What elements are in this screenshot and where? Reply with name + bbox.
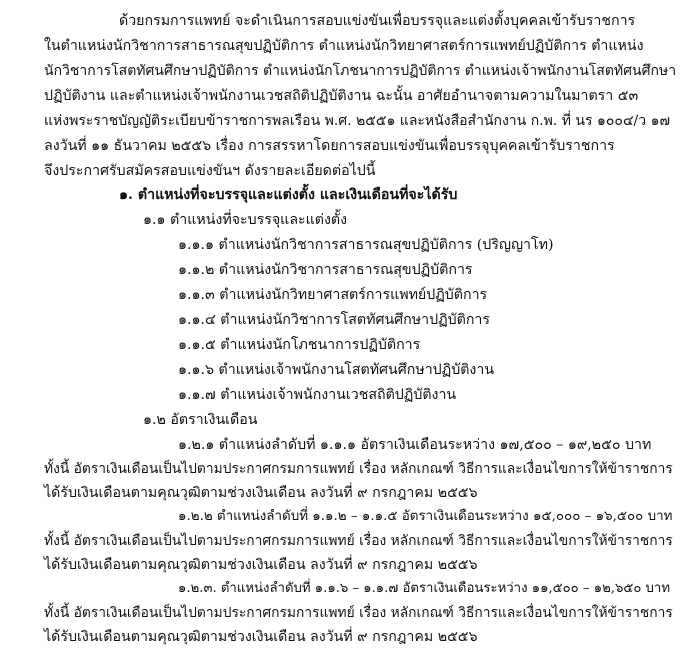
section-1-heading: ๑. ตำแหน่งที่จะบรรจุและแต่งตั้ง และเงินเดือนที่จะได้รับ xyxy=(119,187,458,203)
position-item: ๑.๑.๔ ตำแหน่งนักวิชาการโสตทัศนศึกษาปฏิบัติการ xyxy=(178,312,491,328)
salary-para-1-line-3: ได้รับเงินเดือนตามคุณวุฒิตามช่วงเงินเดือน ลงวันที่ ๙ กรกฎาคม ๒๕๕๖ xyxy=(44,485,478,501)
intro-line-3: นักวิชาการโสตทัศนศึกษาปฏิบัติการ ตำแหน่งนักโภชนาการปฏิบัติการ ตำแหน่งเจ้าพนักงานโสตทัศนศึกษา xyxy=(44,63,677,79)
salary-para-1-line-2: ทั้งนี้ อัตราเงินเดือนเป็นไปตามประกาศกรมการแพทย์ เรื่อง หลักเกณฑ์ วิธีการและเงื่อนไขการให้ข้าราชการ xyxy=(44,461,673,477)
salary-para-3-line-2: ทั้งนี้ อัตราเงินเดือนเป็นไปตามประกาศกรมการแพทย์ เรื่อง หลักเกณฑ์ วิธีการและเงื่อนไขการให้ข้าราชการ xyxy=(44,605,673,621)
salary-para-2-line-3: ได้รับเงินเดือนตามคุณวุฒิตามช่วงเงินเดือน ลงวันที่ ๙ กรกฎาคม ๒๕๕๖ xyxy=(44,557,478,573)
intro-line-2: ในตำแหน่งนักวิชาการสาธารณสุขปฏิบัติการ ตำแหน่งนักวิทยาศาสตร์การแพทย์ปฏิบัติการ ตำแหน่ง xyxy=(44,38,644,54)
intro-line-1: ด้วยกรมการแพทย์ จะดำเนินการสอบแข่งขันเพื่อบรรจุและแต่งตั้งบุคคลเข้ารับราชการ xyxy=(119,13,636,29)
position-item: ๑.๑.๗ ตำแหน่งเจ้าพนักงานเวชสถิติปฏิบัติงาน xyxy=(178,387,457,403)
intro-line-6: ลงวันที่ ๑๑ ธันวาคม ๒๕๕๖ เรื่อง การสรรหาโดยการสอบแข่งขันเพื่อบรรจุบุคคลเข้ารับราชการ xyxy=(44,138,615,154)
position-item: ๑.๑.๖ ตำแหน่งเจ้าพนักงานโสตทัศนศึกษาปฏิบัติงาน xyxy=(178,362,495,378)
position-item: ๑.๑.๕ ตำแหน่งนักโภชนาการปฏิบัติการ xyxy=(178,337,421,353)
intro-line-4: ปฏิบัติงาน และตำแหน่งเจ้าพนักงานเวชสถิติปฏิบัติงาน ฉะนั้น อาศัยอำนาจตามความในมาตรา ๕๓ xyxy=(44,88,639,104)
position-item: ๑.๑.๑ ตำแหน่งนักวิชาการสาธารณสุขปฏิบัติการ (ปริญญาโท) xyxy=(178,237,554,253)
intro-line-7: จึงประกาศรับสมัครสอบแข่งขันฯ ดังรายละเอียดต่อไปนี้ xyxy=(44,163,376,179)
subsection-1-1-heading: ๑.๑ ตำแหน่งที่จะบรรจุและแต่งตั้ง xyxy=(143,212,348,228)
salary-para-3-line-1: ๑.๒.๓. ตำแหน่งลำดับที่ ๑.๑.๖ – ๑.๑.๗ อัตราเงินเดือนระหว่าง ๑๑,๕๐๐ – ๑๒,๖๕๐ บาท xyxy=(178,581,671,596)
intro-line-5: แห่งพระราชบัญญัติระเบียบข้าราชการพลเรือน พ.ศ. ๒๕๕๑ และหนังสือสำนักงาน ก.พ. ที่ นร ๑๐๐๔/ว ๑๗ xyxy=(44,113,670,129)
salary-para-2-line-1: ๑.๒.๒ ตำแหน่งลำดับที่ ๑.๑.๒ – ๑.๑.๕ อัตราเงินเดือนระหว่าง ๑๕,๐๐๐ – ๑๖,๕๐๐ บาท xyxy=(178,509,673,524)
salary-para-2-line-2: ทั้งนี้ อัตราเงินเดือนเป็นไปตามประกาศกรมการแพทย์ เรื่อง หลักเกณฑ์ วิธีการและเงื่อนไขการให้ข้าราชการ xyxy=(44,533,673,549)
position-item: ๑.๑.๓ ตำแหน่งนักวิทยาศาสตร์การแพทย์ปฏิบัติการ xyxy=(178,287,488,303)
subsection-1-2-heading: ๑.๒ อัตราเงินเดือน xyxy=(143,412,258,428)
position-item: ๑.๑.๒ ตำแหน่งนักวิชาการสาธารณสุขปฏิบัติการ xyxy=(178,262,473,278)
salary-para-1-line-1: ๑.๒.๑ ตำแหน่งลำดับที่ ๑.๑.๑ อัตราเงินเดือนระหว่าง ๑๗,๕๐๐ – ๑๙,๒๕๐ บาท xyxy=(178,437,652,453)
salary-para-3-line-3: ได้รับเงินเดือนตามคุณวุฒิตามช่วงเงินเดือน ลงวันที่ ๙ กรกฎาคม ๒๕๕๖ xyxy=(44,629,478,645)
